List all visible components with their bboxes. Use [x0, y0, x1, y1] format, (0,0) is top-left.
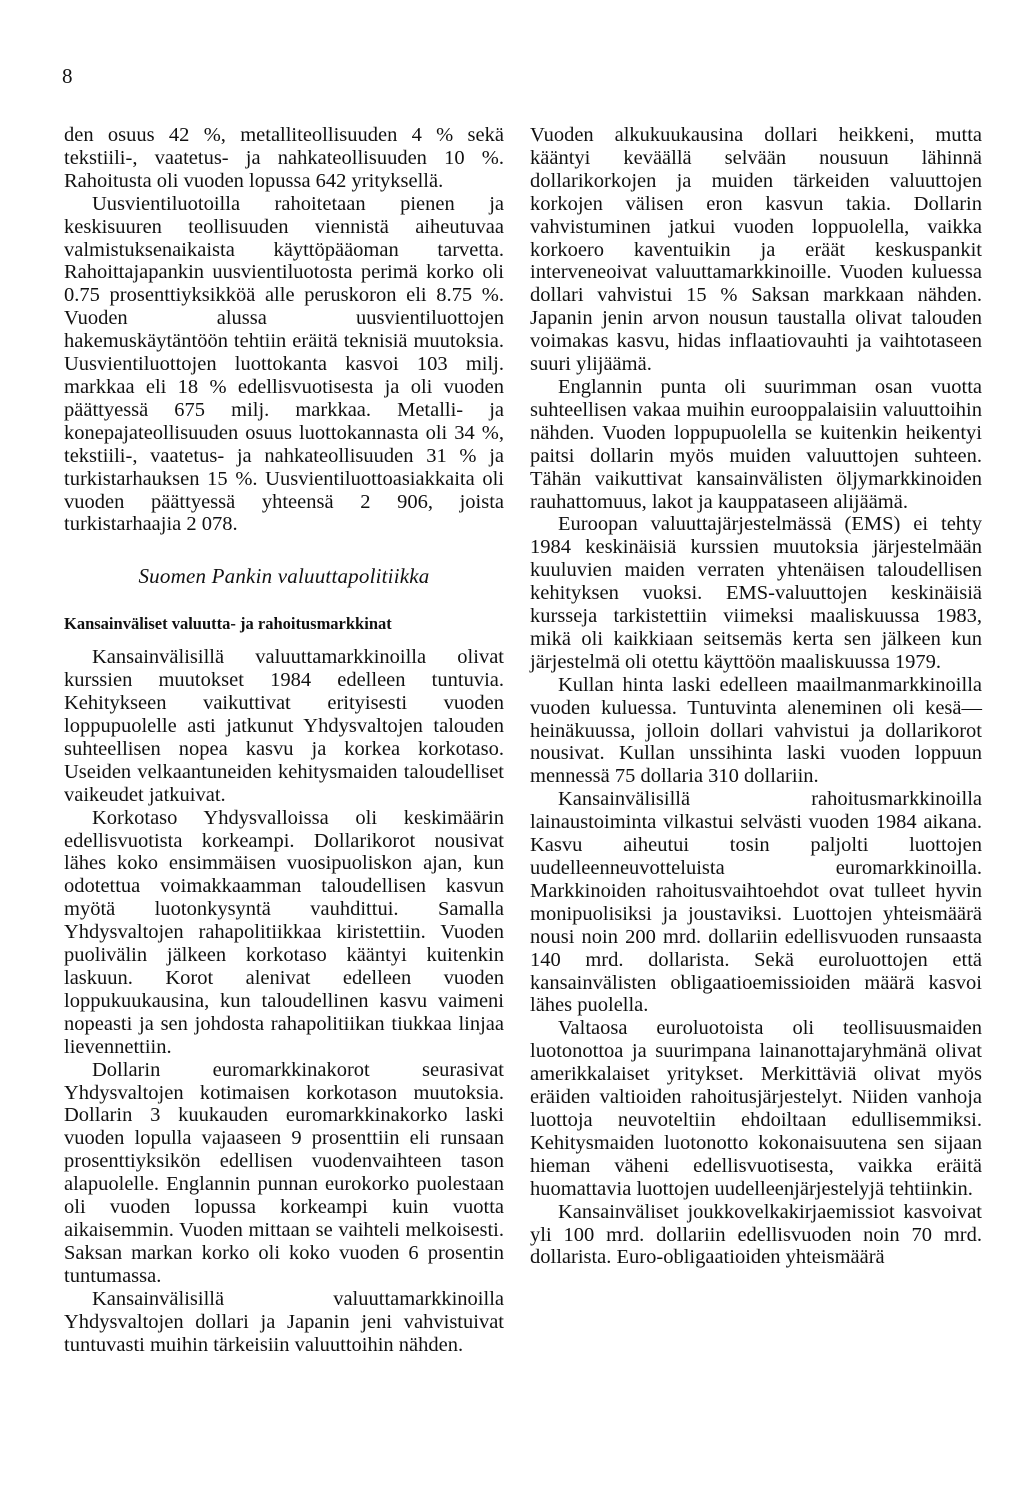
- section-title: Suomen Pankin valuuttapolitiikka: [138, 564, 430, 589]
- left-column: [64, 124, 504, 1356]
- paragraph: Vuoden alkukuukausina dollari heikkeni, mutta kääntyi keväällä selvään nousuun lähinnä dollarikorkojen ja muiden tärkeiden valuuttojen korkojen välisen eron kasvun takia. Dollarin vahvistuminen jatkui vuoden loppuolella, vaikka korkoero kaventuikin ja eräät keskuspankit interveneoivat valuuttamarkkinoille. Vuoden kuluessa dollari vahvistui 15 % Saksan markkaan nähden. Japanin jenin arvon nousun taustalla olivat talouden voimakas kasvu, hidas inflaatiovauhti ja vaihtotaseen suuri ylijäämä.: [530, 124, 982, 376]
- paragraph: Kansainvälisillä valuuttamarkkinoilla olivat kurssien muutokset 1984 edelleen tuntuvia. Kehitykseen vaikuttivat erityisesti vuoden loppupuolelle asti jatkunut Yhdysvaltojen talouden suhteellisen nopea kasvu ja korkea korkotaso. Useiden velkaantuneiden kehitysmaiden taloudelliset vaikeudet jatkuivat.: [64, 646, 504, 806]
- right-column: [530, 124, 982, 1269]
- paragraph: den osuus 42 %, metalliteollisuuden 4 % sekä tekstiili-, vaatetus- ja nahkateollisuuden 10 %. Rahoitusta oli vuoden lopussa 642 yrityksellä.: [64, 124, 504, 192]
- paragraph: Korkotaso Yhdysvalloissa oli keskimäärin edellisvuotista korkeampi. Dollarikorot nousivat lähes koko ensimmäisen vuosipuoliskon ajan, kun odotettua voimakkaamman taloudellisen kasvun myötä luotonkysyntä vauhdittui. Samalla Yhdysvaltojen rahapolitiikkaa kiristettiin. Vuoden puolivälin jälkeen korkotaso kääntyi kuitenkin laskuun. Korot alenivat edelleen vuoden loppukuukausina, kun taloudellinen kasvu vaimeni nopeasti ja sen johdosta rahapolitiikan tiukkaa linjaa lievennettiin.: [64, 806, 504, 1058]
- subsection-title: Kansainväliset valuutta- ja rahoitusmarkkinat: [64, 614, 392, 634]
- paragraph: Uusvientiluotoilla rahoitetaan pienen ja keskisuuren teollisuuden viennistä aiheutuvaa valmistuksenaikaista käyttöpääoman tarvetta. Rahoittajapankin uusvientiluotosta perimä korko oli 0.75 prosenttiyksikköä alle peruskoron eli 8.75 %. Vuoden alussa uusvientiluottojen hakemuskäytäntöön tehtiin eräitä teknisiä muutoksia. Uusvientiluottojen luottokanta kasvoi 103 milj. markkaa eli 18 % edellisvuotisesta ja oli vuoden päättyessä 675 milj. markkaa. Metalli- ja konepajateollisuuden osuus luottokannasta oli 34 %, tekstiili-, vaatetus- ja nahkateollisuuden 31 % ja turkistarhauksen 15 %. Uusvientiluottoasiakkaita oli vuoden päättyessä yhteensä 2 906, joista turkistarhaajia 2 078.: [64, 192, 504, 536]
- paragraph: Kansainvälisillä valuuttamarkkinoilla Yhdysvaltojen dollari ja Japanin jeni vahvistuivat tuntuvasti muihin tärkeisiin valuuttoihin nähden.: [64, 1287, 504, 1356]
- page-number: 8: [62, 64, 73, 88]
- paragraph: Valtaosa euroluotoista oli teollisuusmaiden luotonottoa ja suurimpana lainanottajaryhmänä olivat amerikkalaiset yritykset. Merkittäviä olivat myös eräiden valtioiden rahoitusjärjestelyt. Niiden vanhoja luottoja neuvoteltiin ehdoiltaan edullisemmiksi. Kehitysmaiden luotonotto kokonaisuutena sen sijaan hieman väheni edellisvuotisesta, vaikka eräitä huomattavia luottojen uudelleenjärjestelyjä tehtiinkin.: [530, 1017, 982, 1200]
- paragraph: Kullan hinta laski edelleen maailmanmarkkinoilla vuoden kuluessa. Tuntuvinta aleneminen oli kesä—heinäkuussa, jolloin dollari vahvistui ja dollarikorot nousivat. Kullan unssihinta laski vuoden loppuun mennessä 75 dollaria 310 dollariin.: [530, 673, 982, 788]
- paragraph: Englannin punta oli suurimman osan vuotta suhteellisen vakaa muihin eurooppalaisiin valuuttoihin nähden. Vuoden loppupuolella se kuitenkin heikentyi paitsi dollarin myös muiden valuuttojen suhteen. Tähän vaikuttivat kansainvälisten öljymarkkinoiden rauhattomuus, lakot ja kauppataseen alijäämä.: [530, 375, 982, 513]
- paragraph: Kansainväliset joukkovelkakirjaemissiot kasvoivat yli 100 mrd. dollariin edellisvuoden noin 70 mrd. dollarista. Euro-obligaatioiden yhteismäärä: [530, 1200, 982, 1269]
- paragraph: Dollarin euromarkkinakorot seurasivat Yhdysvaltojen kotimaisen korkotason muutoksia. Dollarin 3 kuukauden euromarkkinakorko laski vuoden lopulla vajaaseen 9 prosenttiin eli runsaan prosenttiyksikön edellisen vuodenvaihteen tason alapuolelle. Englannin punnan eurokorko puolestaan oli vuoden lopussa korkeampi kuin vuotta aikaisemmin. Vuoden mittaan se vaihteli melkoisesti. Saksan markan korko oli koko vuoden 6 prosentin tuntumassa.: [64, 1058, 504, 1287]
- paragraph: Kansainvälisillä rahoitusmarkkinoilla lainaustoiminta vilkastui selvästi vuoden 1984 aikana. Kasvu aiheutui tosin paljolti luottojen uudelleenneuvotteluista euromarkkinoilla. Markkinoiden rahoitusvaihtoehdot ovat tulleet hyvin monipuolisiksi ja joustaviksi. Luottojen yhteismäärä nousi noin 200 mrd. dollariin edellisvuoden runsaasta 140 mrd. dollarista. Sekä euroluottojen että kansainvälisten obligaatioemissioiden määrä kasvoi lähes puolella.: [530, 788, 982, 1017]
- paragraph: Euroopan valuuttajärjestelmässä (EMS) ei tehty 1984 keskinäisiä kurssien muutoksia järjestelmään kuuluvien maiden verraten yhtenäisen taloudellisen kehityksen vuoksi. EMS-valuuttojen keskinäisiä kursseja tarkistettiin viimeksi maaliskuussa 1983, mikä oli kaikkiaan seitsemäs kerta sen jälkeen kun järjestelmä oli otettu käyttöön maaliskuussa 1979.: [530, 513, 982, 673]
